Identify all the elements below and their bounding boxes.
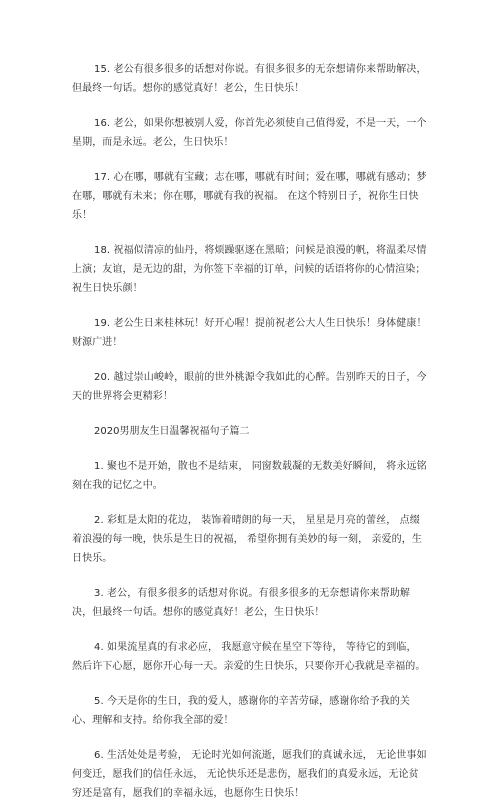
wish-item-17: 17. 心在哪，哪就有宝藏；志在哪，哪就有时间；爱在哪，哪就有感动；梦在哪，哪就有未来；你在哪，哪就有我的祝福。 在这个特别日子，祝你生日快乐！ [72, 172, 427, 221]
wish-item-16: 16. 老公，如果你想被别人爱，你首先必须使自己值得爱，不是一天，一个星期，而是永远。老公，生日快乐！ [72, 118, 427, 148]
wish-item-6: 6. 生活处处是考验， 无论时光如何流逝，愿我们的真诚永远， 无论世事如何变迁，愿我们的信任永远， 无论快乐还是悲伤，愿我们的真爱永远，无论贫穷还是富有，愿我们的幸福永远，也愿你生日快乐！ [72, 750, 427, 799]
wish-item-5: 5. 今天是你的生日，我的爱人，感谢你的辛苦劳碌，感谢你给予我的关心、理解和支持。给你我全部的爱！ [72, 696, 411, 726]
wish-item-1: 1. 聚也不是开始，散也不是结束， 同窗数载凝的无数美好瞬间， 将永远铭刻在我的记忆之中。 [72, 461, 427, 491]
wish-item-3: 3. 老公，有很多很多的话想对你说。有很多很多的无奈想请你来帮助解决，但最终一句话。想你的感觉真好！老公，生日快乐！ [72, 588, 411, 618]
wish-item-2: 2. 彩虹是太阳的花边， 装饰着晴朗的每一天， 星星是月亮的蕾丝， 点缀着浪漫的每一晚，快乐是生日的祝福， 希望你拥有美妙的每一刻， 亲爱的，生日快乐。 [72, 515, 422, 564]
wish-item-4: 4. 如果流星真的有求必应， 我愿意守候在星空下等待， 等待它的到临， 然后许下心愿，愿你开心每一天。亲爱的生日快乐，只要你开心我就是幸福的。 [72, 642, 426, 672]
section-heading: 2020男朋友生日温馨祝福句子篇二 [94, 426, 250, 437]
wish-item-15: 15. 老公有很多很多的话想对你说。有很多很多的无奈想请你来帮助解决，但最终一句话。想你的感觉真好！老公，生日快乐！ [72, 64, 427, 94]
wish-item-20: 20. 越过崇山峻岭，眼前的世外桃源令我如此的心醉。告别昨天的日子，今天的世界将会更精彩！ [72, 372, 427, 402]
wish-item-18: 18. 祝福似清凉的仙丹，将烦躁驱逐在黑暗；问候是浪漫的帆，将温柔尽情上演；友谊，是无边的甜，为你签下幸福的订单，问候的话语将你的心情渲染；祝生日快乐颜！ [72, 245, 427, 294]
wish-item-19: 19. 老公生日来桂林玩！好开心喔！提前祝老公大人生日快乐！身体健康！财源广进！ [72, 318, 427, 348]
